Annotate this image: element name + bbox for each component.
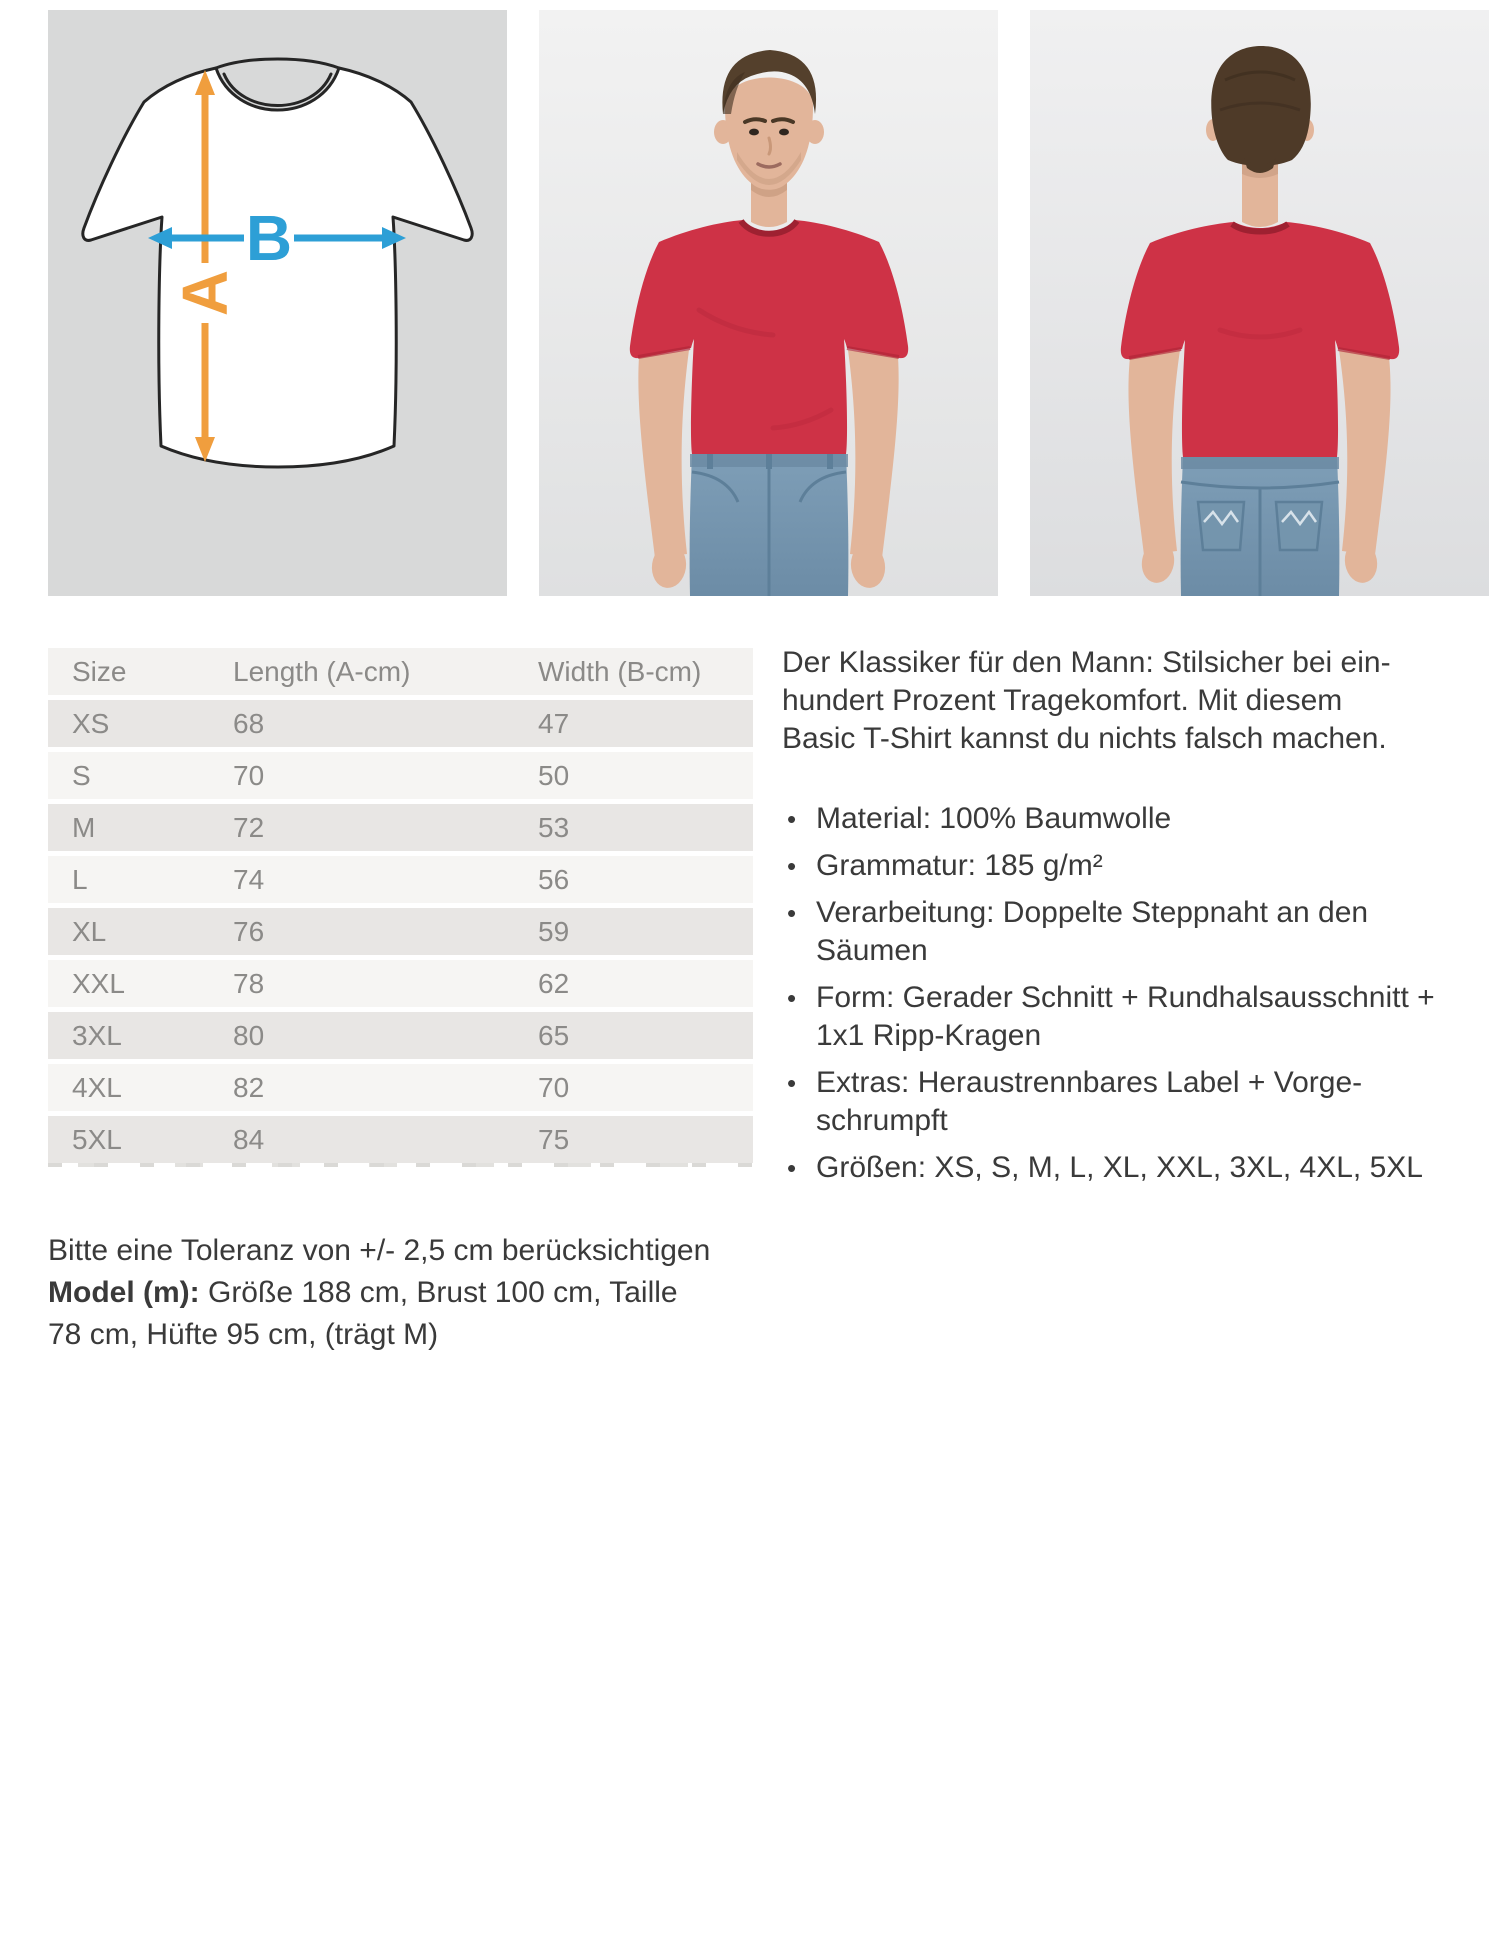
cell-size: XXL xyxy=(72,968,125,999)
measurement-notes xyxy=(48,1230,793,1356)
cell-length: 68 xyxy=(233,708,265,739)
bullet-text: Verarbeitung: Doppelte Steppnaht an den Säumen xyxy=(816,896,1369,967)
list-item xyxy=(782,894,1442,970)
table-row xyxy=(48,960,753,1007)
list-item xyxy=(782,1064,1442,1140)
cell-length: 80 xyxy=(233,1020,265,1051)
list-item xyxy=(782,1149,1442,1187)
cell-width: 65 xyxy=(538,1020,570,1051)
bullet-icon: • xyxy=(787,851,797,881)
jeans-front xyxy=(690,454,849,596)
cell-length: 70 xyxy=(233,760,265,791)
bullet-text: Grammatur: 185 g/m² xyxy=(816,849,1103,882)
list-item xyxy=(782,979,1442,1055)
model-info-label: Model (m): xyxy=(48,1276,200,1309)
table-row xyxy=(48,804,753,851)
bullet-icon: • xyxy=(787,1068,797,1098)
list-item xyxy=(782,847,1442,885)
bullet-icon: • xyxy=(787,1153,797,1183)
cell-length: 82 xyxy=(233,1072,265,1103)
header-size: Size xyxy=(72,656,127,687)
back-pocket-left xyxy=(1198,502,1244,550)
header-width: Width (B-cm) xyxy=(538,656,702,687)
table-row xyxy=(48,752,753,799)
clipped-table-row-remnant xyxy=(48,1163,753,1171)
bullet-text: Extras: Heraustrennbares Label + Vorge-schrumpft xyxy=(816,1066,1363,1137)
bullet-icon: • xyxy=(787,804,797,834)
cell-width: 59 xyxy=(538,916,570,947)
cell-width: 62 xyxy=(538,968,570,999)
size-table-header xyxy=(48,648,753,695)
cell-width: 47 xyxy=(538,708,570,739)
model-info-line2: 78 cm, Hüfte 95 cm, (trägt M) xyxy=(48,1318,439,1351)
description-intro: Der Klassiker für den Mann: Stilsicher bei ein-hundert Prozent Tragekomfort. Mit diesem Basic T-Shirt kannst du nichts falsch machen. xyxy=(782,646,1391,755)
list-item xyxy=(782,800,1442,838)
size-table xyxy=(48,648,753,1163)
product-description xyxy=(782,644,1450,1196)
model-info-line1 xyxy=(48,1272,793,1314)
cell-length: 74 xyxy=(233,864,265,895)
description-bullet-list xyxy=(782,800,1442,1187)
model-back-illustration xyxy=(1030,10,1489,596)
back-pocket-right xyxy=(1276,502,1322,550)
table-row xyxy=(48,700,753,747)
table-row xyxy=(48,1116,753,1163)
cell-length: 84 xyxy=(233,1124,265,1155)
bullet-text: Material: 100% Baumwolle xyxy=(816,802,1172,835)
bullet-text: Form: Gerader Schnitt + Rundhalsausschnitt + 1x1 Ripp-Kragen xyxy=(816,981,1435,1052)
header-length: Length (A-cm) xyxy=(233,656,411,687)
model-front-photo xyxy=(539,10,998,596)
jeans-back xyxy=(1181,457,1340,596)
table-row xyxy=(48,1012,753,1059)
bullet-icon: • xyxy=(787,898,797,928)
cell-size: S xyxy=(72,760,91,791)
cell-size: 3XL xyxy=(72,1020,122,1051)
cell-size: XS xyxy=(72,708,110,739)
size-diagram-figure xyxy=(48,10,507,596)
length-arrow-label: A xyxy=(169,269,241,317)
bullet-text: Größen: XS, S, M, L, XL, XXL, 3XL, 4XL, 5XL xyxy=(816,1151,1423,1184)
model-back-photo xyxy=(1030,10,1489,596)
model-front-illustration xyxy=(539,10,998,596)
cell-width: 56 xyxy=(538,864,570,895)
table-row xyxy=(48,1064,753,1111)
cell-size: M xyxy=(72,812,96,843)
table-row xyxy=(48,856,753,903)
width-arrow-label: B xyxy=(245,202,293,274)
bullet-icon: • xyxy=(787,983,797,1013)
cell-width: 75 xyxy=(538,1124,570,1155)
model-info-text: Größe 188 cm, Brust 100 cm, Taille xyxy=(207,1276,678,1309)
cell-size: L xyxy=(72,864,88,895)
hair-back xyxy=(1211,46,1311,173)
size-diagram-drawing xyxy=(48,10,507,596)
cell-size: 5XL xyxy=(72,1124,122,1155)
cell-size: XL xyxy=(72,916,107,947)
tolerance-note: Bitte eine Toleranz von +/- 2,5 cm berücksichtigen xyxy=(48,1234,711,1267)
cell-width: 50 xyxy=(538,760,570,791)
table-row xyxy=(48,908,753,955)
cell-width: 53 xyxy=(538,812,570,843)
cell-width: 70 xyxy=(538,1072,570,1103)
cell-length: 72 xyxy=(233,812,265,843)
cell-length: 78 xyxy=(233,968,265,999)
cell-size: 4XL xyxy=(72,1072,122,1103)
cell-length: 76 xyxy=(233,916,265,947)
